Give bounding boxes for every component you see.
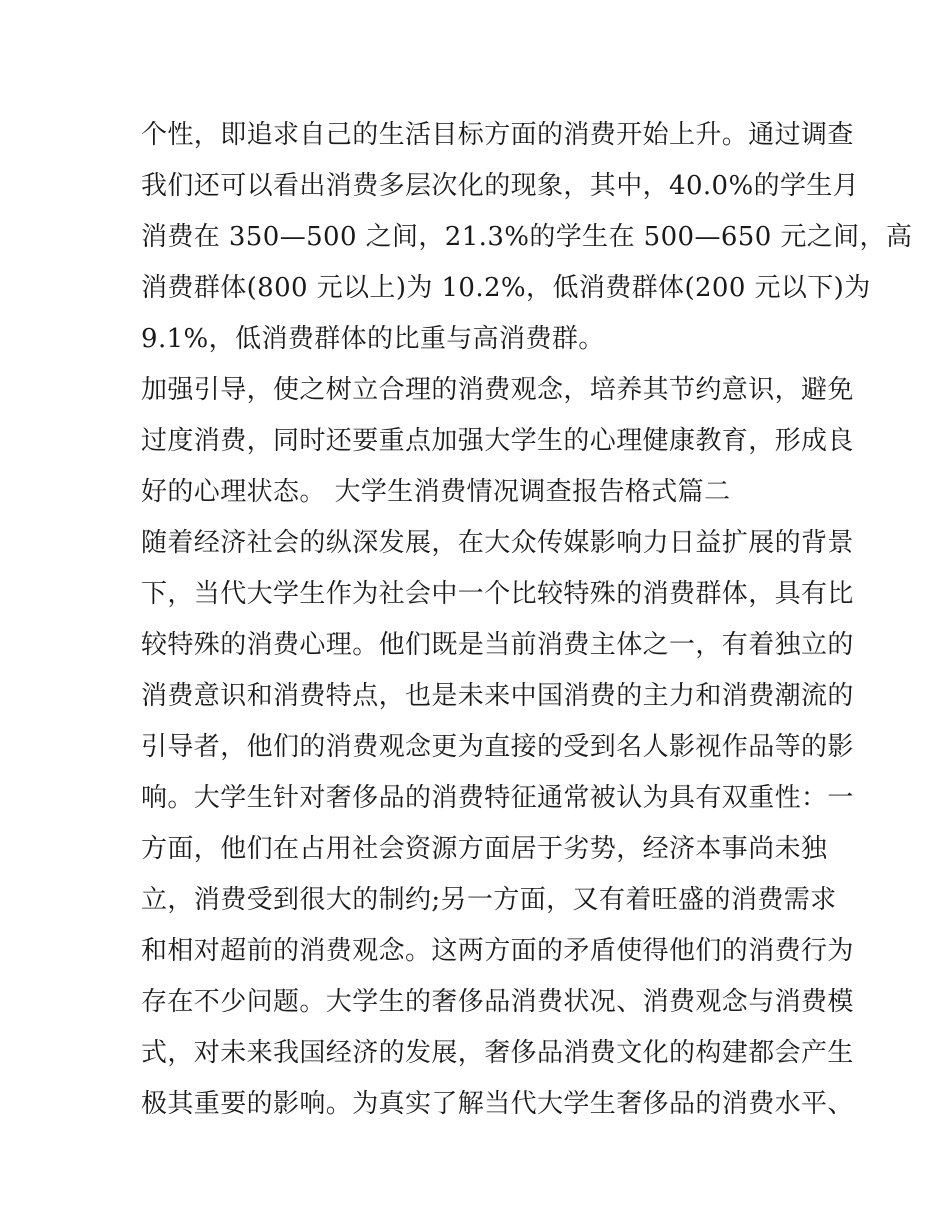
text-line: 立，消费受到很大的制约;另一方面，又有着旺盛的消费需求 <box>141 885 837 915</box>
text-line: 极其重要的影响。为真实了解当代大学生奢侈品的消费水平、 <box>141 1089 854 1119</box>
text-line: 消费在 350—500 之间，21.3%的学生在 500—650 元之间，高 <box>141 222 913 252</box>
text-line: 存在不少问题。大学生的奢侈品消费状况、消费观念与消费模 <box>141 987 854 1017</box>
text-line: 消费群体(800 元以上)为 10.2%，低消费群体(200 元以下)为 <box>141 273 871 303</box>
text-line: 加强引导，使之树立合理的消费观念，培养其节约意识，避免 <box>141 375 854 405</box>
body-text <box>141 110 913 1130</box>
text-line: 消费意识和消费特点，也是未来中国消费的主力和消费潮流的 <box>141 681 854 711</box>
text-line: 下，当代大学生作为社会中一个比较特殊的消费群体，具有比 <box>141 579 854 609</box>
text-line: 式，对未来我国经济的发展，奢侈品消费文化的构建都会产生 <box>141 1038 854 1068</box>
text-line: 9.1%，低消费群体的比重与高消费群。 <box>141 324 605 354</box>
text-line: 较特殊的消费心理。他们既是当前消费主体之一，有着独立的 <box>141 630 854 660</box>
text-line: 随着经济社会的纵深发展，在大众传媒影响力日益扩展的背景 <box>141 528 854 558</box>
text-line: 好的心理状态。 大学生消费情况调查报告格式篇二 <box>141 477 731 507</box>
text-line: 我们还可以看出消费多层次化的现象，其中，40.0%的学生月 <box>141 171 860 201</box>
text-line: 引导者，他们的消费观念更为直接的受到名人影视作品等的影 <box>141 732 854 762</box>
text-line: 过度消费，同时还要重点加强大学生的心理健康教育，形成良 <box>141 426 854 456</box>
text-line: 个性，即追求自己的生活目标方面的消费开始上升。通过调查 <box>141 120 854 150</box>
text-line: 方面，他们在占用社会资源方面居于劣势，经济本事尚未独 <box>141 834 828 864</box>
text-line: 和相对超前的消费观念。这两方面的矛盾使得他们的消费行为 <box>141 936 854 966</box>
text-line: 响。大学生针对奢侈品的消费特征通常被认为具有双重性：一 <box>141 783 854 813</box>
